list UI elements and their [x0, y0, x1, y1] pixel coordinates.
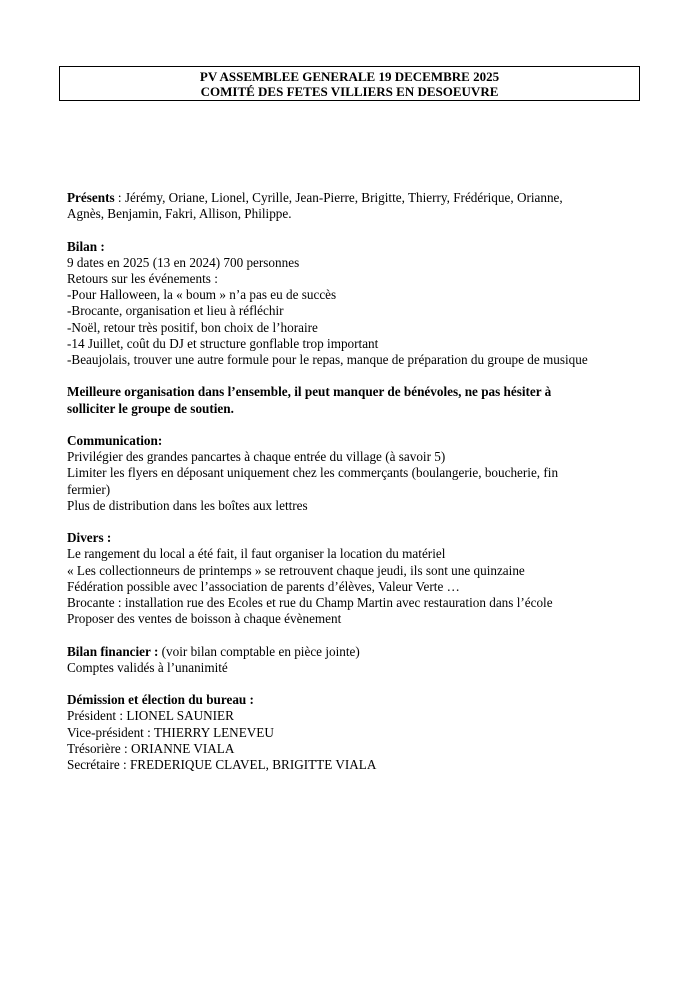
bilan-financier-line-1: [67, 644, 637, 660]
document-title-line-2: COMITÉ DES FETES VILLIERS EN DESOEUVRE: [200, 84, 499, 99]
presents-line-1: [67, 190, 637, 206]
document-body: [67, 190, 637, 789]
communication-section: [67, 433, 637, 514]
bilan-line: -Beaujolais, trouver une autre formule pour le repas, manque de préparation du groupe de musique: [67, 352, 588, 368]
communication-line: Privilégier des grandes pancartes à chaque entrée du village (à savoir 5): [67, 449, 446, 465]
presents-names-2: Agnès, Benjamin, Fakri, Allison, Philippe.: [67, 206, 292, 222]
bilan-financier-note: (voir bilan comptable en pièce jointe): [158, 643, 360, 659]
divers-line: « Les collectionneurs de printemps » se retrouvent chaque jeudi, ils sont une quinzaine: [67, 562, 525, 578]
bilan-line: -Brocante, organisation et lieu à réfléchir: [67, 303, 284, 319]
divers-heading: Divers :: [67, 530, 112, 546]
communication-line: Limiter les flyers en déposant uniquement chez les commerçants (boulangerie, boucherie, fin: [67, 465, 559, 481]
bureau-member: Président : LIONEL SAUNIER: [67, 708, 234, 724]
bilan-heading: Bilan :: [67, 238, 105, 254]
organisation-line-1: Meilleure organisation dans l’ensemble, il peut manquer de bénévoles, ne pas hésiter à: [67, 384, 552, 400]
organisation-section: [67, 384, 637, 416]
communication-heading: Communication:: [67, 433, 163, 448]
bureau-member: Vice-président : THIERRY LENEVEU: [67, 724, 274, 740]
presents-names-1: : Jérémy, Oriane, Lionel, Cyrille, Jean-Pierre, Brigitte, Thierry, Frédérique, Orianne,: [114, 190, 563, 205]
bureau-section: [67, 692, 637, 773]
bilan-line: -Pour Halloween, la « boum » n’a pas eu de succès: [67, 287, 337, 303]
bureau-member: Secrétaire : FREDERIQUE CLAVEL, BRIGITTE VIALA: [67, 757, 377, 773]
organisation-line-2: solliciter le groupe de soutien.: [67, 400, 234, 416]
bilan-financier-line-2: Comptes validés à l’unanimité: [67, 659, 228, 675]
bureau-heading: Démission et élection du bureau :: [67, 692, 254, 708]
bilan-section: [67, 239, 637, 369]
presents-label: Présents: [67, 190, 115, 205]
divers-line: Brocante : installation rue des Ecoles et rue du Champ Martin avec restauration dans l’école: [67, 595, 553, 611]
bilan-financier-label: Bilan financier :: [67, 643, 159, 659]
document-title-box: [59, 66, 640, 101]
bilan-financier-section: [67, 644, 637, 676]
bilan-line: 9 dates en 2025 (13 en 2024) 700 personnes: [67, 254, 300, 270]
divers-line: Fédération possible avec l’association de parents d’élèves, Valeur Verte …: [67, 578, 460, 594]
bilan-line: -14 Juillet, coût du DJ et structure gonflable trop important: [67, 335, 379, 351]
divers-line: Le rangement du local a été fait, il faut organiser la location du matériel: [67, 546, 446, 562]
communication-line: fermier): [67, 481, 111, 497]
bilan-line: Retours sur les événements :: [67, 271, 218, 286]
communication-line: Plus de distribution dans les boîtes aux lettres: [67, 497, 308, 513]
presents-section: [67, 190, 637, 222]
divers-line: Proposer des ventes de boisson à chaque évènement: [67, 611, 342, 627]
document-title-line-1: PV ASSEMBLEE GENERALE 19 DECEMBRE 2025: [199, 69, 500, 84]
bilan-line: -Noël, retour très positif, bon choix de l’horaire: [67, 319, 318, 335]
bureau-member: Trésorière : ORIANNE VIALA: [67, 740, 235, 756]
divers-section: [67, 530, 637, 627]
